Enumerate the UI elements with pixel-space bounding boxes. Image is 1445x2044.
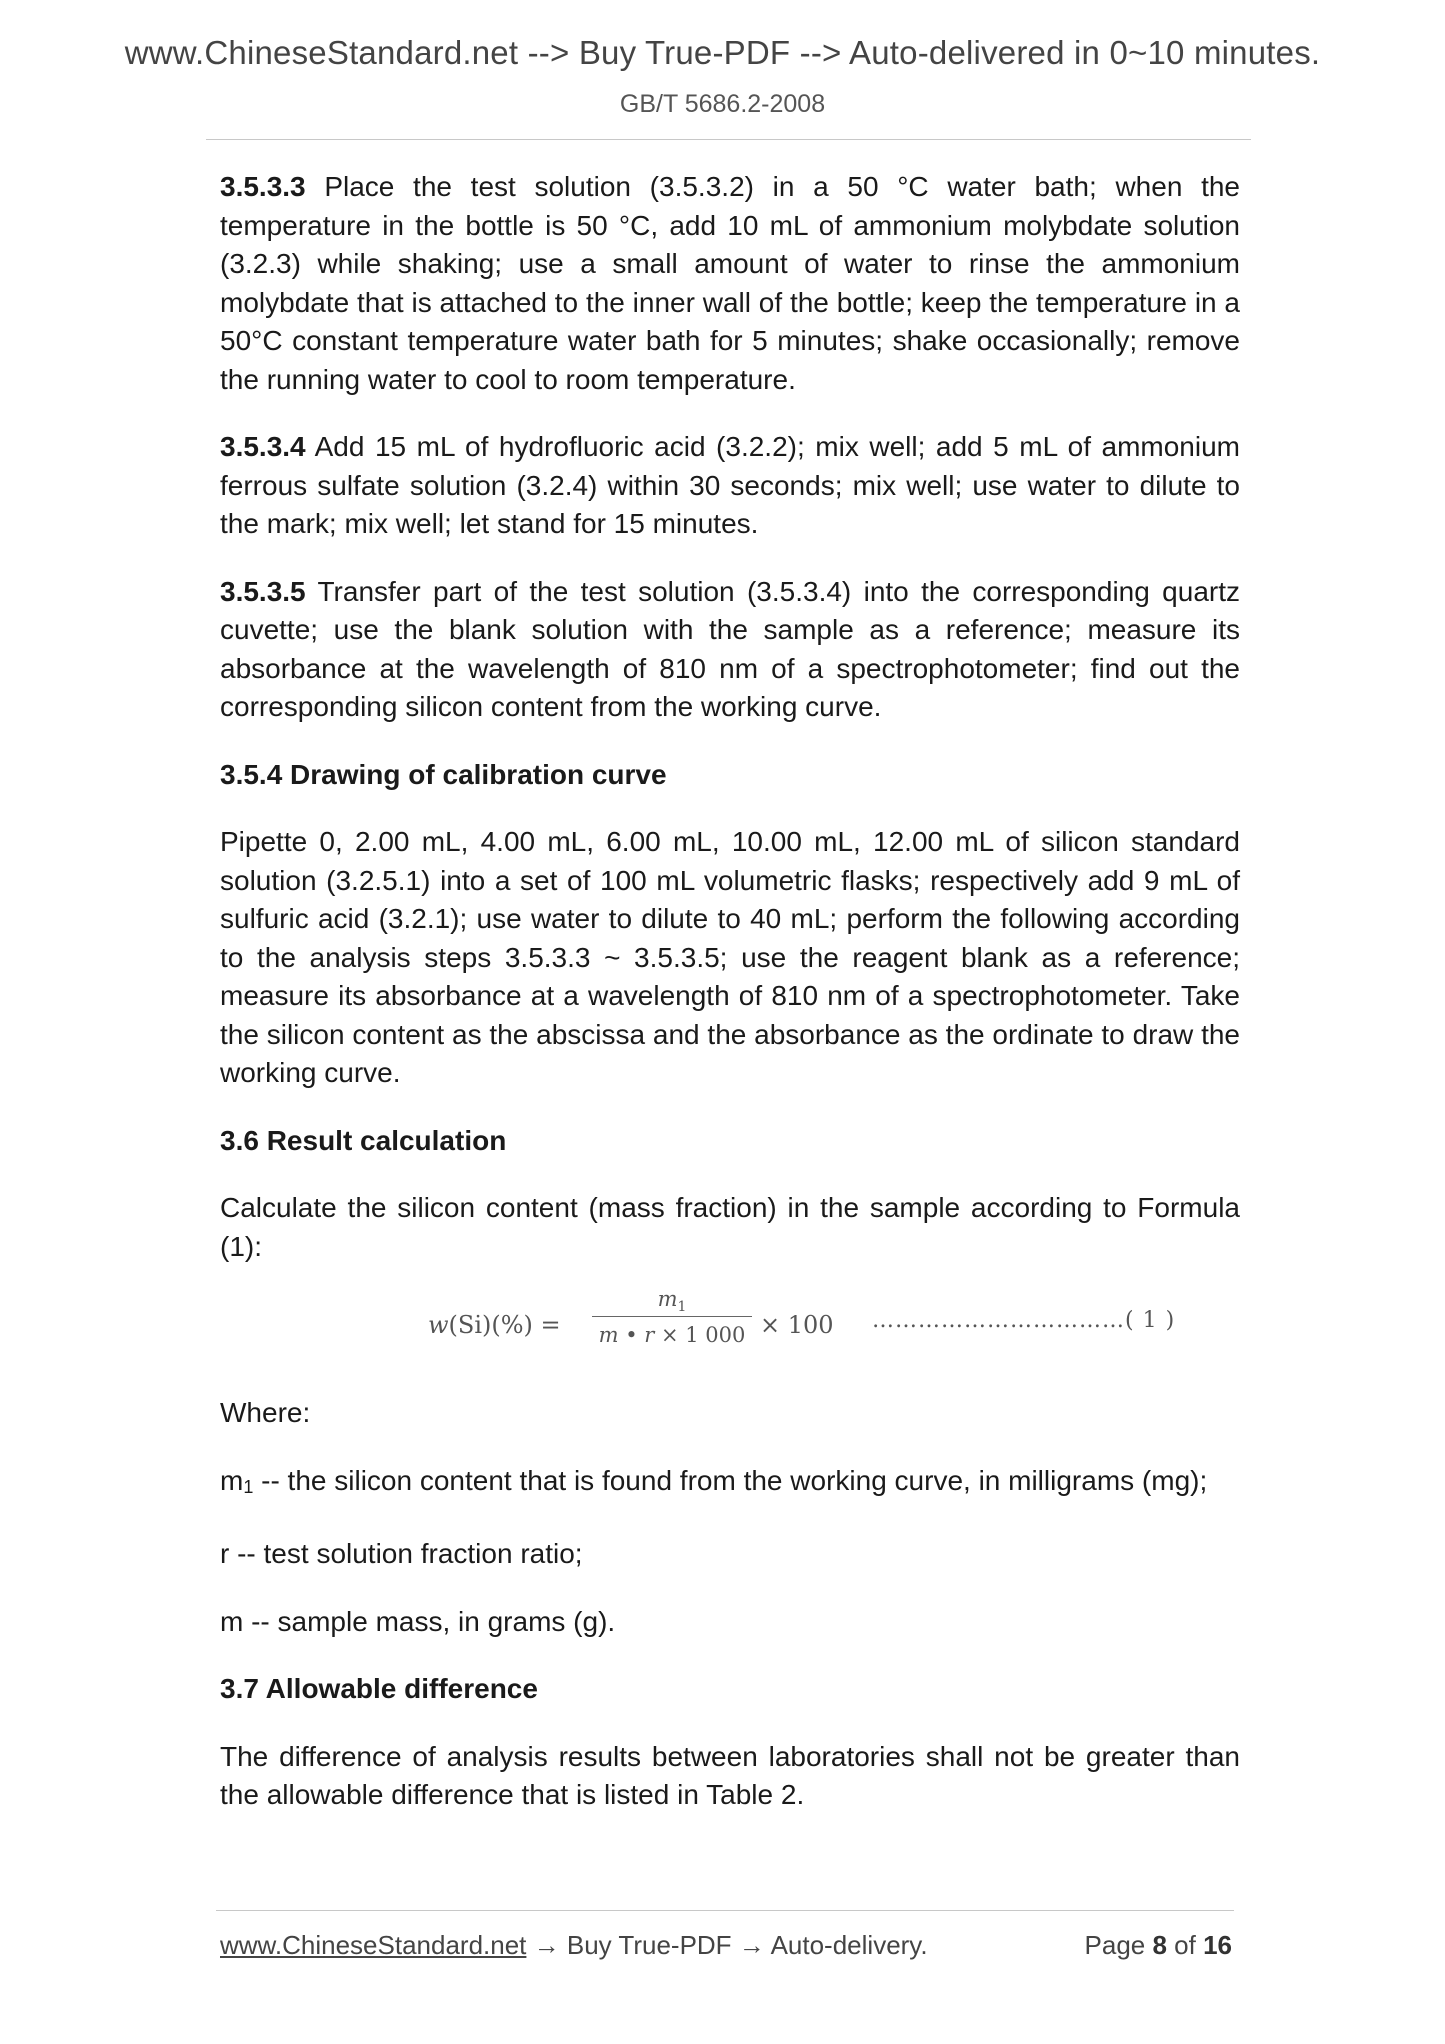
- formula-denominator: [592, 1320, 752, 1350]
- standard-code: GB/T 5686.2-2008: [619, 90, 826, 118]
- footer-text: → Buy True-PDF → Auto-delivery.: [526, 1930, 928, 1960]
- page-total: 16: [1203, 1930, 1232, 1960]
- formula-number: ( 1 ): [1125, 1308, 1176, 1333]
- formula-numerator-var: m: [657, 1287, 678, 1311]
- formula-lhs-var: w: [428, 1311, 449, 1339]
- clause-3-5-3-3: [220, 168, 1240, 399]
- site-banner: www.ChineseStandard.net --> Buy True-PDF --> Auto-delivered in 0~10 minutes.: [124, 34, 1321, 71]
- clause-text: Place the test solution (3.5.3.2) in a 50 °C water bath; when the temperature in the bottle is 50 °C, add 10 mL of ammonium molybdate solution (3.2.3) while shaking; use a small amount of water to rinse the ammonium molybdate that is attached to the inner wall of the bottle; keep the temperature in a 50°C constant temperature water bath for 5 minutes; shake occasionally; remove the running water to cool to room temperature.: [220, 171, 1240, 395]
- formula-numerator-sub: 1: [677, 1299, 687, 1316]
- m1-symbol: m: [220, 1464, 244, 1496]
- clause-text: Add 15 mL of hydrofluoric acid (3.2.2); mix well; add 5 mL of ammonium ferrous sulfate solution (3.2.4) within 30 seconds; mix well; use water to dilute to the mark; mix well; let stand for 15 minutes.: [220, 431, 1240, 539]
- formula-numerator: [592, 1284, 752, 1314]
- formula-den-r: r: [644, 1323, 655, 1347]
- definition-m1: [220, 1462, 1240, 1507]
- m1-definition: -- the silicon content that is found from the working curve, in milligrams (mg);: [253, 1464, 1208, 1496]
- of-label: of: [1166, 1930, 1204, 1960]
- document-body: [220, 168, 1240, 1844]
- definition-r: r -- test solution fraction ratio;: [220, 1538, 583, 1569]
- calibration-paragraph: Pipette 0, 2.00 mL, 4.00 mL, 6.00 mL, 10.00 mL, 12.00 mL of silicon standard solution (3.2.5.1) into a set of 100 mL volumetric flasks; respectively add 9 mL of sulfuric acid (3.2.1); use water to dilute to 40 mL; perform the following according to the analysis steps 3.5.3.3 ~ 3.5.3.5; use the reagent blank as a reference; measure its absorbance at a wavelength of 810 nm of a spectrophotometer. Take the silicon content as the abscissa and the absorbance as the ordinate to draw the working curve.: [220, 826, 1240, 1088]
- formula-1: [220, 1284, 1240, 1366]
- definition-m: m -- sample mass, in grams (g).: [220, 1605, 616, 1637]
- page-label: Page: [1084, 1930, 1153, 1960]
- fraction-bar: [592, 1316, 752, 1317]
- formula-den-m: m: [598, 1323, 619, 1347]
- formula-dots: ……………………………: [872, 1308, 1125, 1333]
- page-indicator: [1085, 1930, 1232, 1961]
- heading-3-5-4: 3.5.4 Drawing of calibration curve: [220, 758, 667, 790]
- clause-text: Transfer part of the test solution (3.5.3.4) into the corresponding quartz cuvette; use the blank solution with the sample as a reference; measure its absorbance at the wavelength of 810 nm of a spectrophotometer; find out the corresponding silicon content from the working curve.: [220, 575, 1240, 722]
- heading-3-7: 3.7 Allowable difference: [220, 1673, 538, 1704]
- formula-den-rest: × 1 000: [654, 1323, 746, 1347]
- clause-number: 3.5.3.3: [220, 171, 306, 202]
- formula-lhs-rest: (Si)(%) =: [448, 1311, 561, 1339]
- page-footer: [220, 1930, 1232, 1961]
- page-number: 8: [1152, 1930, 1167, 1960]
- m1-subscript: 1: [243, 1476, 254, 1497]
- clause-3-5-3-4: [220, 428, 1240, 544]
- formula-lhs: [428, 1306, 561, 1345]
- footer-divider: [216, 1910, 1234, 1911]
- clause-number: 3.5.3.4: [220, 431, 306, 462]
- result-paragraph: Calculate the silicon content (mass fraction) in the sample according to Formula (1):: [220, 1192, 1240, 1262]
- formula-den-dot: •: [618, 1323, 645, 1347]
- formula-multiplier: × 100: [760, 1311, 834, 1339]
- heading-3-6: 3.6 Result calculation: [220, 1124, 507, 1156]
- clause-3-5-3-5: [220, 573, 1240, 727]
- footer-site-link[interactable]: www.ChineseStandard.net: [220, 1930, 527, 1960]
- clause-number: 3.5.3.5: [220, 575, 306, 607]
- formula-fraction: [592, 1284, 752, 1350]
- formula-leader: [872, 1302, 1175, 1341]
- allowable-difference-paragraph: The difference of analysis results between laboratories shall not be greater than the allowable difference that is listed in Table 2.: [220, 1740, 1240, 1810]
- header-divider: [206, 139, 1251, 140]
- where-label: Where:: [220, 1397, 311, 1428]
